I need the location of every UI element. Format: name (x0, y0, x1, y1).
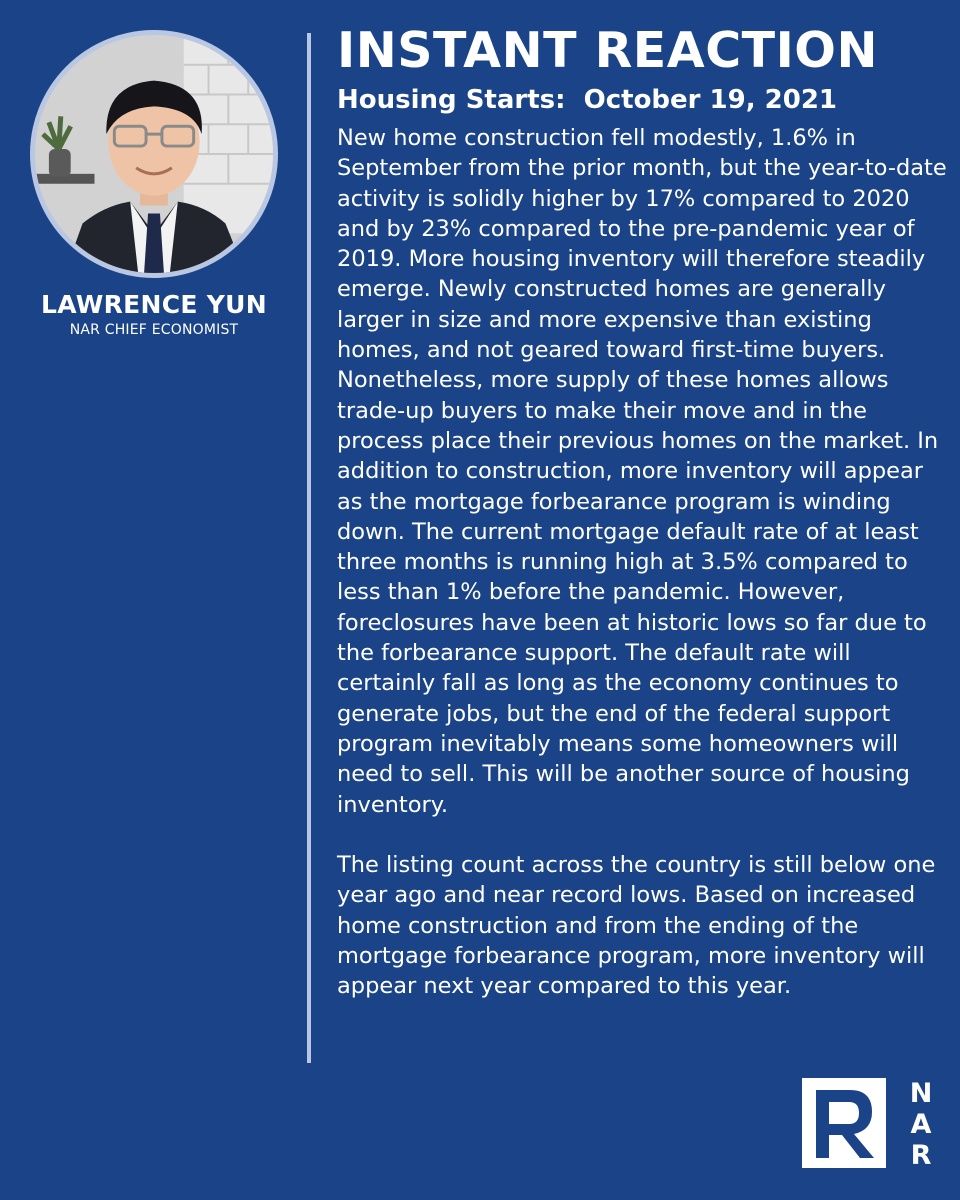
person-title: NAR CHIEF ECONOMIST (69, 322, 239, 338)
subheadline: Housing Starts: October 19, 2021 (337, 85, 838, 115)
logo-letter-a: A (910, 1109, 932, 1140)
article-body (337, 123, 952, 1002)
nar-logo-letters (904, 1078, 938, 1171)
paragraph-1: New home construction fell modestly, 1.6% in September from the prior month, but the year-to-date activity is solidly higher by 17% compared to 2020 and by 23% compared to the pre-pandemic year of 2019. More housing inventory will therefore steadily emerge. Newly constructed homes are generally larger in size and more expensive than existing homes, and not geared toward first-time buyers. Nonetheless, more supply of these homes allows trade-up buyers to make their move and in the process place their previous homes on the market. In addition to construction, more inventory will appear as the mortgage forbearance program is winding down. The current mortgage default rate of at least three months is running high at 3.5% compared to less than 1% before the pandemic. However, foreclosures have been at historic lows so far due to the forbearance support. The default rate will certainly fall as long as the economy continues to generate jobs, but the end of the federal support program inevitably means some homeowners will need to sell. This will be another source of housing inventory. (337, 125, 947, 818)
paragraph-2: The listing count across the country is still below one year ago and near record lows. Based on increased home construction and from the ending of the mortgage forbearance program, more inventory will appear next year compared to this year. (337, 852, 936, 1000)
realtor-r-logo-icon (802, 1078, 886, 1168)
person-name: LAWRENCE YUN (40, 290, 268, 319)
vertical-divider (307, 33, 311, 1063)
portrait-photo (30, 30, 278, 278)
realtor-r-logo-shape (802, 1078, 886, 1168)
headline: INSTANT REACTION (337, 22, 878, 79)
portrait-illustration (35, 35, 273, 273)
logo-letter-r: R (910, 1140, 932, 1171)
logo-letter-n: N (909, 1078, 933, 1109)
